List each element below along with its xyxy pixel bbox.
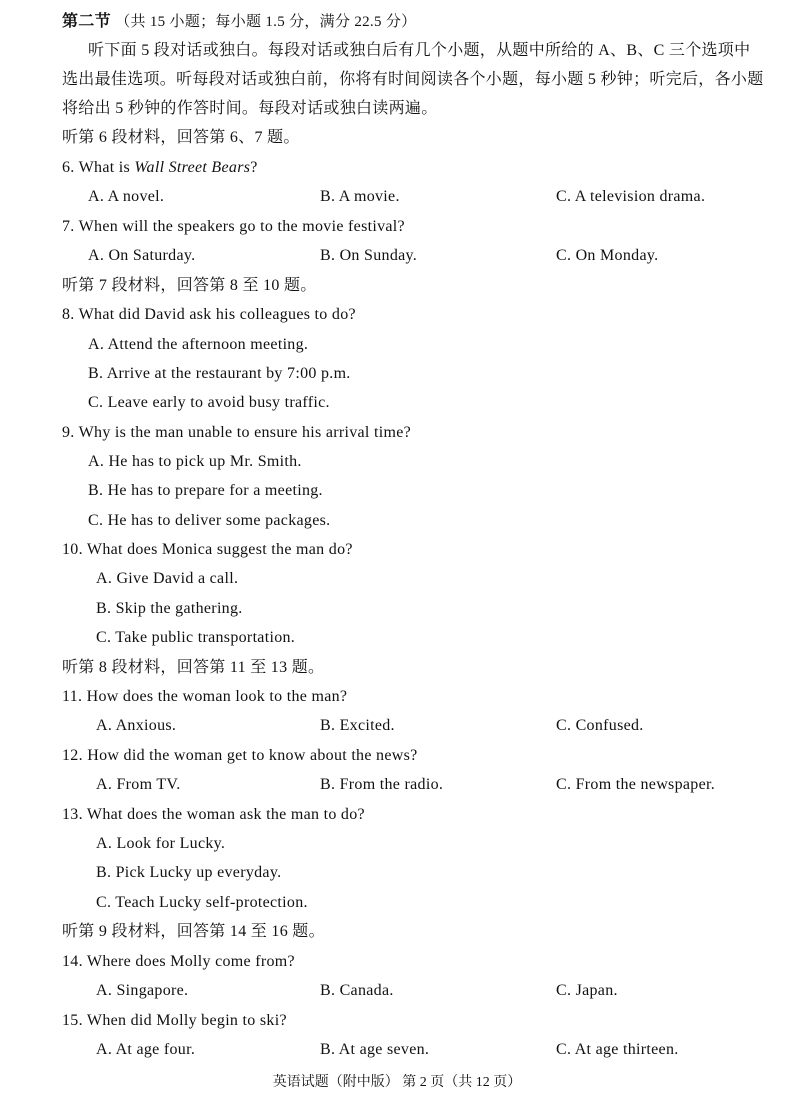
question-text: Why is the man unable to ensure his arrival time?: [78, 424, 412, 441]
question-title-italic: Wall Street Bears: [134, 159, 251, 176]
option-b: B. On Sunday.: [320, 247, 418, 264]
question-number: 9.: [62, 424, 75, 441]
option-b: B. Pick Lucky up everyday.: [96, 864, 282, 881]
question: [62, 952, 295, 972]
question-text: How did the woman get to know about the news?: [87, 747, 418, 764]
option-c: C. He has to deliver some packages.: [88, 512, 331, 529]
option-a: A. Anxious.: [96, 717, 177, 734]
group-header: 听第 7 段材料，回答第 8 至 10 题。: [62, 277, 317, 294]
question: [62, 217, 405, 237]
option-c: C. A television drama.: [556, 188, 706, 205]
question-number: 7.: [62, 218, 75, 235]
section-header: [62, 12, 416, 32]
option-a: A. A novel.: [88, 188, 165, 205]
page-footer: 英语试题（附中版） 第 2 页（共 12 页）: [272, 1075, 522, 1090]
option-c: C. From the newspaper.: [556, 776, 716, 793]
question-number: 10.: [62, 541, 83, 558]
option-a: A. At age four.: [96, 1041, 196, 1058]
question-number: 13.: [62, 806, 83, 823]
option-b: B. Canada.: [320, 982, 394, 999]
option-c: C. Confused.: [556, 717, 644, 734]
question-text: When did Molly begin to ski?: [86, 1012, 287, 1029]
question: [62, 540, 353, 560]
question-number: 6.: [62, 159, 75, 176]
question: [62, 746, 418, 766]
option-b: B. Skip the gathering.: [96, 600, 243, 617]
question: [62, 1011, 287, 1031]
question: [62, 805, 365, 825]
question-text: What does Monica suggest the man do?: [86, 541, 353, 558]
option-b: B. From the radio.: [320, 776, 444, 793]
option-a: A. On Saturday.: [88, 247, 196, 264]
option-c: C. Take public transportation.: [96, 629, 296, 646]
option-a: A. Give David a call.: [96, 570, 239, 587]
option-b: B. He has to prepare for a meeting.: [88, 482, 323, 499]
question: [62, 158, 258, 178]
question-text: What did David ask his colleagues to do?: [78, 306, 356, 323]
question: [62, 687, 347, 707]
instruction-line-3: 将给出 5 秒钟的作答时间。每段对话或独白读两遍。: [62, 100, 438, 117]
question-number: 14.: [62, 953, 83, 970]
instruction-line-2: 选出最佳选项。听每段对话或独白前，你将有时间阅读各个小题，每小题 5 秒钟；听完后，各小题: [62, 71, 764, 88]
option-a: A. Attend the afternoon meeting.: [88, 336, 309, 353]
question: [62, 423, 411, 443]
question: [62, 305, 356, 325]
group-header: 听第 9 段材料，回答第 14 至 16 题。: [62, 923, 325, 940]
question-number: 15.: [62, 1012, 83, 1029]
question-text: Where does Molly come from?: [86, 953, 295, 970]
option-c: C. Leave early to avoid busy traffic.: [88, 394, 330, 411]
option-c: C. At age thirteen.: [556, 1041, 679, 1058]
instruction-line-1: 听下面 5 段对话或独白。每段对话或独白后有几个小题，从题中所给的 A、B、C 三个选项中: [88, 42, 751, 59]
option-a: A. He has to pick up Mr. Smith.: [88, 453, 302, 470]
option-b: B. Arrive at the restaurant by 7:00 p.m.: [88, 365, 351, 382]
question-text: When will the speakers go to the movie festival?: [78, 218, 405, 235]
question-mark: ?: [250, 159, 258, 176]
option-c: C. Teach Lucky self-protection.: [96, 894, 308, 911]
question-number: 8.: [62, 306, 75, 323]
question-number: 11.: [62, 688, 83, 705]
question-number: 12.: [62, 747, 83, 764]
group-header: 听第 8 段材料，回答第 11 至 13 题。: [62, 659, 325, 676]
section-title: 第二节: [62, 13, 111, 30]
option-c: C. Japan.: [556, 982, 618, 999]
option-b: B. At age seven.: [320, 1041, 430, 1058]
group-header: 听第 6 段材料，回答第 6、7 题。: [62, 129, 300, 146]
question-text: What does the woman ask the man to do?: [86, 806, 365, 823]
question-text: How does the woman look to the man?: [86, 688, 348, 705]
option-b: B. Excited.: [320, 717, 395, 734]
option-c: C. On Monday.: [556, 247, 659, 264]
option-a: A. Look for Lucky.: [96, 835, 226, 852]
question-text: What is: [78, 159, 135, 176]
option-b: B. A movie.: [320, 188, 400, 205]
section-note: （共 15 小题；每小题 1.5 分，满分 22.5 分）: [115, 14, 417, 30]
option-a: A. Singapore.: [96, 982, 189, 999]
option-a: A. From TV.: [96, 776, 181, 793]
